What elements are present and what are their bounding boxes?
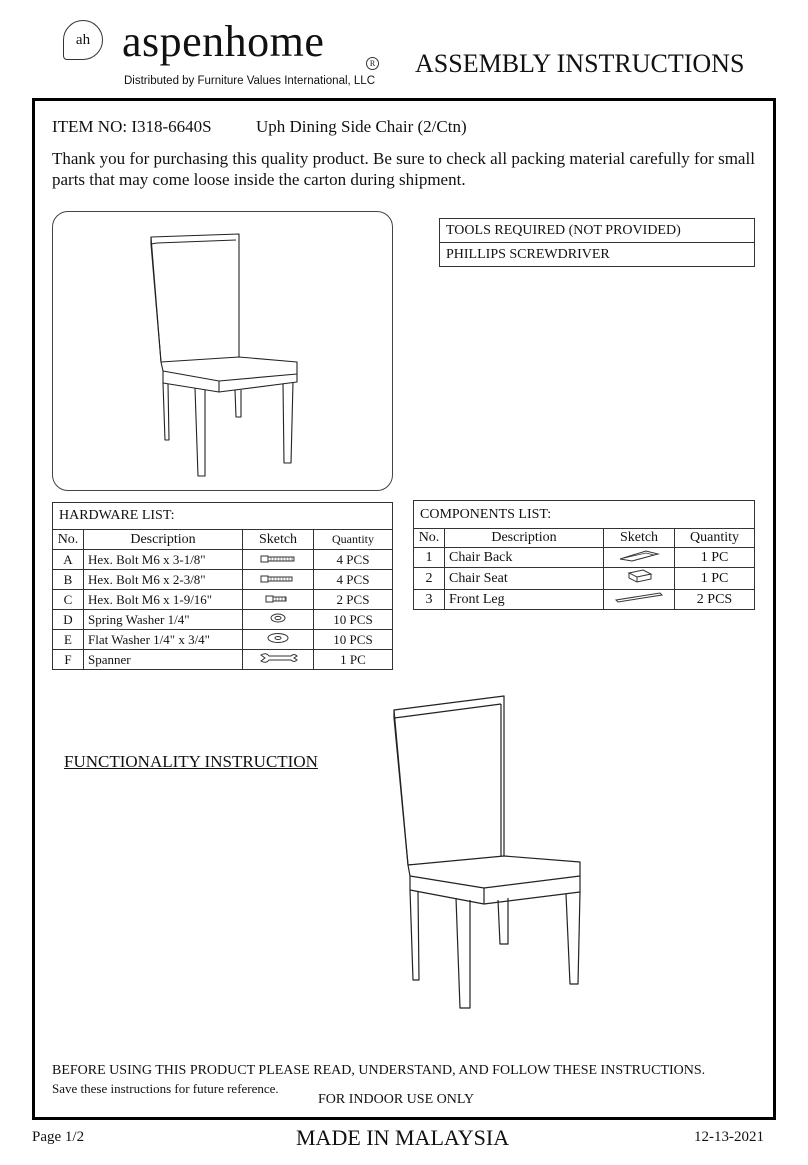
table-row: [414, 568, 755, 590]
short-bolt-icon: [243, 590, 314, 610]
hw-description: Hex. Bolt M6 x 1-9/16": [84, 590, 243, 610]
comp-no: 2: [414, 568, 445, 590]
hw-col-description: Description: [84, 530, 243, 550]
comp-col-sketch: Sketch: [604, 529, 675, 548]
hw-col-no: No.: [53, 530, 84, 550]
hw-col-sketch: Sketch: [243, 530, 314, 550]
comp-col-description: Description: [445, 529, 604, 548]
comp-no: 3: [414, 590, 445, 610]
read-instructions-notice: BEFORE USING THIS PRODUCT PLEASE READ, UNDERSTAND, AND FOLLOW THESE INSTRUCTIONS.: [52, 1063, 706, 1078]
item-number: ITEM NO: I318-6640S: [52, 117, 212, 136]
table-row: [53, 610, 393, 630]
hw-no: D: [53, 610, 84, 630]
hw-description: Hex. Bolt M6 x 3-1/8": [84, 550, 243, 570]
hw-quantity: 2 PCS: [314, 590, 393, 610]
document-date: 12-13-2021: [694, 1129, 764, 1145]
hw-no: E: [53, 630, 84, 650]
hw-description: Flat Washer 1/4" x 3/4": [84, 630, 243, 650]
table-row: [53, 650, 393, 670]
table-row: [53, 590, 393, 610]
chair-back-icon: [604, 548, 675, 568]
comp-description: Chair Back: [445, 548, 604, 568]
comp-col-quantity: Quantity: [675, 529, 755, 548]
table-row: [53, 550, 393, 570]
made-in-label: MADE IN MALAYSIA: [296, 1125, 510, 1150]
hw-quantity: 1 PC: [314, 650, 393, 670]
hw-no: C: [53, 590, 84, 610]
brand-logo-badge: ah: [63, 20, 103, 60]
hw-quantity: 10 PCS: [314, 630, 393, 650]
flat-washer-icon: [243, 630, 314, 650]
hw-col-quantity: Quantity: [314, 530, 393, 550]
page-number: Page 1/2: [32, 1129, 85, 1145]
hw-quantity: 4 PCS: [314, 570, 393, 590]
hardware-list-table: [52, 502, 393, 670]
hw-description: Spanner: [84, 650, 243, 670]
item-description: Uph Dining Side Chair (2/Ctn): [256, 117, 467, 136]
long-bolt-icon: [243, 550, 314, 570]
table-row: [53, 630, 393, 650]
comp-description: Front Leg: [445, 590, 604, 610]
tool-item: PHILLIPS SCREWDRIVER: [440, 243, 755, 267]
document-title: ASSEMBLY INSTRUCTIONS: [415, 49, 745, 78]
functionality-heading: FUNCTIONALITY INSTRUCTION: [64, 752, 318, 771]
tools-required-table: [439, 218, 755, 267]
table-row: [53, 570, 393, 590]
intro-paragraph: Thank you for purchasing this quality product. Be sure to check all packing material carefully for small parts that may come loose inside the carton during shipment.: [52, 149, 755, 189]
components-list-table: [413, 500, 755, 610]
table-row: [414, 590, 755, 610]
distributor-line: Distributed by Furniture Values International, LLC: [124, 75, 376, 87]
medium-bolt-icon: [243, 570, 314, 590]
hw-no: B: [53, 570, 84, 590]
hw-quantity: 10 PCS: [314, 610, 393, 630]
comp-no: 1: [414, 548, 445, 568]
front-leg-icon: [604, 590, 675, 610]
hw-no: F: [53, 650, 84, 670]
hardware-list-caption: HARDWARE LIST:: [53, 503, 393, 530]
indoor-use-note: FOR INDOOR USE ONLY: [318, 1092, 475, 1107]
tools-heading: TOOLS REQUIRED (NOT PROVIDED): [440, 219, 755, 243]
brand-name: aspenhome: [122, 17, 325, 66]
spanner-icon: [243, 650, 314, 670]
comp-description: Chair Seat: [445, 568, 604, 590]
save-instructions-note: Save these instructions for future reference.: [52, 1081, 279, 1096]
chair-illustration-small: [53, 212, 392, 490]
hw-description: Spring Washer 1/4": [84, 610, 243, 630]
chair-illustration-large: [380, 690, 600, 1020]
chair-illustration-box: [52, 211, 393, 491]
spring-washer-icon: [243, 610, 314, 630]
comp-quantity: 2 PCS: [675, 590, 755, 610]
hw-description: Hex. Bolt M6 x 2-3/8": [84, 570, 243, 590]
comp-col-no: No.: [414, 529, 445, 548]
hw-quantity: 4 PCS: [314, 550, 393, 570]
registered-mark: R: [366, 57, 379, 70]
chair-seat-icon: [604, 568, 675, 590]
components-list-caption: COMPONENTS LIST:: [414, 501, 755, 529]
table-row: [414, 548, 755, 568]
hw-no: A: [53, 550, 84, 570]
comp-quantity: 1 PC: [675, 548, 755, 568]
comp-quantity: 1 PC: [675, 568, 755, 590]
